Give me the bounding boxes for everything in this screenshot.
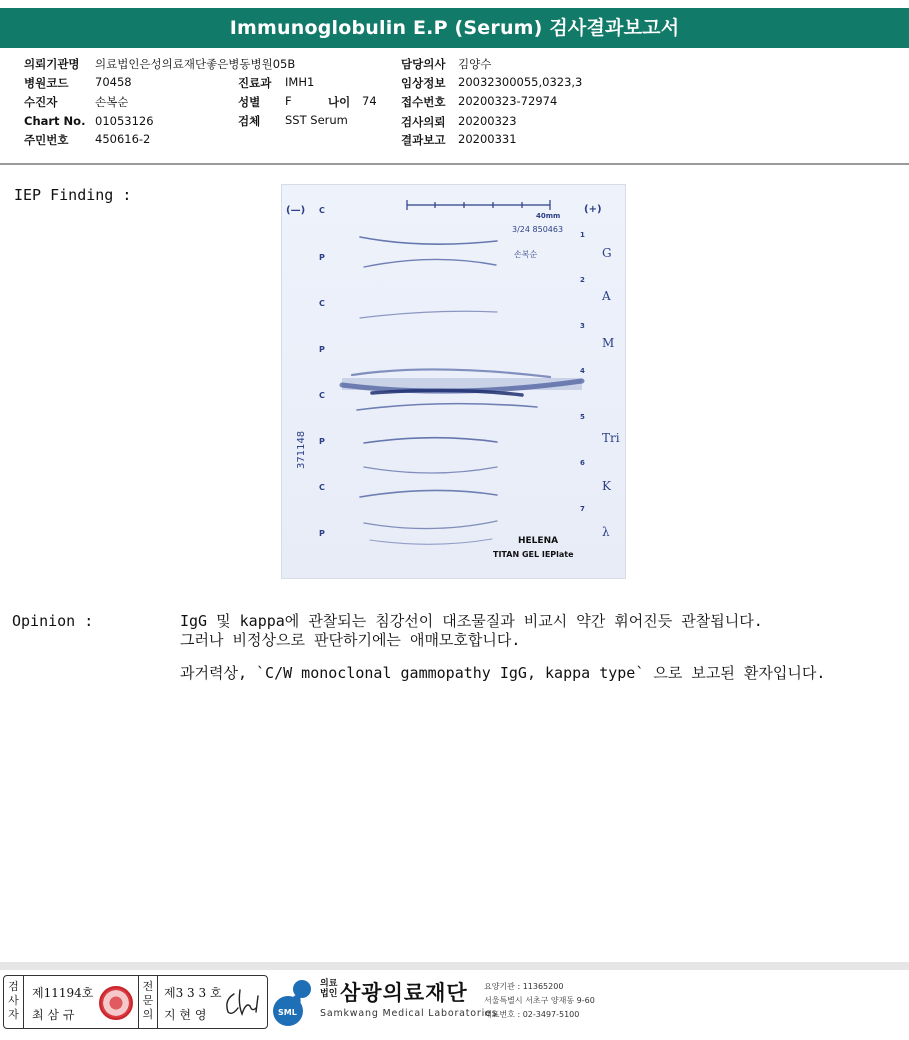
lane-number-5: 5: [580, 413, 585, 421]
well-letter-1: C: [319, 206, 325, 215]
antiserum-label-5: K: [602, 479, 611, 493]
value-patient-name: 손복순: [95, 95, 129, 109]
label-clinical-info: 임상정보: [401, 76, 446, 90]
logo-sub-text: 의료 법인: [320, 979, 338, 999]
lane-number-2: 2: [580, 276, 585, 284]
gel-plus-mark: (+): [584, 204, 602, 215]
org-phone: 대표번호 : 02-3497-5100: [484, 1010, 580, 1019]
info-divider: [0, 163, 909, 165]
gel-side-code: 371148: [296, 430, 307, 469]
label-result-report: 결과보고: [401, 133, 446, 147]
gel-plate-svg: [282, 185, 626, 579]
gel-dense-band: [342, 378, 582, 390]
value-requesting-institution: 의료법인은성의료재단좋은병동병원05B: [95, 57, 296, 71]
lane-number-6: 6: [580, 459, 585, 467]
signer2-name: 지 현 영: [164, 1008, 207, 1022]
well-letter-3: C: [319, 299, 325, 308]
org-name-en: Samkwang Medical Laboratories: [320, 1008, 498, 1019]
opinion-label: Opinion :: [12, 612, 94, 630]
label-chart-no: Chart No.: [24, 114, 86, 128]
label-requesting-institution: 의뢰기관명: [24, 57, 80, 71]
label-patient-name: 수진자: [24, 95, 58, 109]
label-sex: 성별: [238, 95, 261, 109]
org-name: 삼광의료재단: [340, 981, 468, 1005]
label-department: 진료과: [238, 76, 272, 90]
well-letter-6: P: [319, 437, 325, 446]
report-title: Immunoglobulin E.P (Serum) 검사결과보고서: [0, 8, 909, 48]
signer1-role-text: 검사자: [8, 980, 19, 1021]
label-test-request: 검사의뢰: [401, 115, 446, 129]
value-department: IMH1: [285, 75, 315, 89]
well-letter-2: P: [319, 253, 325, 262]
value-sex: F: [285, 94, 292, 108]
antiserum-label-4: Tri: [602, 431, 620, 445]
value-age: 74: [362, 94, 377, 108]
signer2-role-text: 전문의: [142, 980, 154, 1021]
well-letter-7: C: [319, 483, 325, 492]
value-result-report: 20200331: [458, 132, 517, 146]
gel-date-code: 3/24 850463: [512, 225, 564, 234]
gel-handwritten-name: 손복순: [514, 250, 538, 259]
value-hospital-code: 70458: [95, 75, 132, 89]
gel-minus-mark: (—): [286, 205, 306, 216]
signer1-name: 최 삼 규: [32, 1008, 75, 1022]
gel-product: TITAN GEL IEPlate: [493, 550, 574, 559]
iep-finding-label: IEP Finding :: [14, 186, 132, 204]
value-clinical-info: 20032300055,0323,3: [458, 75, 583, 89]
patient-info-block: [0, 52, 909, 162]
scale-label: 40mm: [536, 212, 561, 220]
value-specimen: SST Serum: [285, 113, 348, 127]
label-receipt-no: 접수번호: [401, 95, 446, 109]
lane-number-7: 7: [580, 505, 585, 513]
antiserum-label-3: M: [602, 336, 615, 350]
antiserum-label-1: G: [602, 246, 612, 260]
lane-number-1: 1: [580, 231, 585, 239]
lab-logo: [272, 975, 902, 1031]
signer2-role: [138, 976, 158, 1028]
opinion-line-2: 그러나 비정상으로 판단하기에는 애매모호합니다.: [180, 631, 521, 649]
label-age: 나이: [328, 95, 351, 109]
opinion-text: [180, 612, 900, 683]
value-chart-no: 01053126: [95, 114, 154, 128]
org-address: 서울특별시 서초구 양재동 9-60: [484, 996, 595, 1005]
well-letter-5: C: [319, 391, 325, 400]
logo-sub: [320, 979, 338, 999]
opinion-line-1: IgG 및 kappa에 관찰되는 침강선이 대조물질과 비교시 약간 휘어진듯 관찰됩니다.: [180, 612, 763, 630]
label-physician: 담당의사: [401, 57, 446, 71]
signature-box: [3, 975, 268, 1029]
well-letter-8: P: [319, 529, 325, 538]
label-resident-no: 주민번호: [24, 133, 69, 147]
iep-gel-image: [281, 184, 626, 579]
antiserum-label-6: λ: [602, 525, 610, 539]
opinion-line-3: 과거력상, `C/W monoclonal gammopathy IgG, kappa type` 으로 보고된 환자입니다.: [180, 664, 826, 682]
gel-brand: HELENA: [518, 536, 559, 546]
well-letter-4: P: [319, 345, 325, 354]
value-resident-no: 450616-2: [95, 132, 151, 146]
red-seal: [99, 986, 133, 1020]
label-hospital-code: 병원코드: [24, 76, 69, 90]
value-test-request: 20200323: [458, 114, 517, 128]
sml-badge-text: SML: [278, 1008, 297, 1017]
lane-number-4: 4: [580, 367, 585, 375]
value-physician: 김양수: [458, 57, 492, 71]
value-receipt-no: 20200323-72974: [458, 94, 558, 108]
lane-number-3: 3: [580, 322, 585, 330]
signer2-license: 제3 3 3 호: [164, 986, 222, 1000]
signer1-license: 제11194호: [32, 986, 94, 1000]
signer1-role: [4, 976, 24, 1028]
antiserum-label-2: A: [602, 289, 611, 303]
handwritten-signature: [222, 986, 264, 1020]
label-specimen: 검체: [238, 114, 261, 128]
org-code: 요양기관 : 11365200: [484, 982, 564, 991]
footer-rule: [0, 962, 909, 970]
sml-badge-icon: [272, 977, 318, 1027]
